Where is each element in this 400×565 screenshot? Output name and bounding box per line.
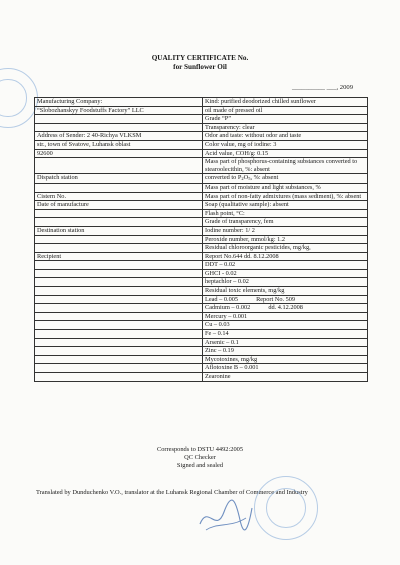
sender-info-cell	[35, 321, 203, 330]
sender-info-cell: Dispatch station	[35, 174, 203, 184]
table-row	[35, 278, 368, 287]
sender-info-cell	[35, 373, 203, 382]
table-row	[35, 261, 368, 270]
table-row	[35, 330, 368, 339]
table-row	[35, 244, 368, 253]
sender-info-cell	[35, 287, 203, 296]
table-row	[35, 373, 368, 382]
element-value: Cadmium – 0.002	[205, 304, 251, 312]
certificate-title: QUALITY CERTIFICATE No.	[151, 54, 249, 62]
sender-info-cell	[35, 295, 203, 304]
quality-parameter-cell: oil made of pressed oil	[203, 106, 368, 115]
table-row	[35, 106, 368, 115]
table-row	[35, 123, 368, 132]
sender-info-cell	[35, 347, 203, 356]
table-row	[35, 287, 368, 296]
qc-checker-label: QC Checker	[184, 454, 216, 461]
table-row	[35, 115, 368, 124]
quality-parameter-cell: Mycotoxines, mg/kg	[203, 355, 368, 364]
table-row	[35, 183, 368, 192]
quality-parameter-cell: Mass part of non-fatty admixtures (mass sediment), %: absent	[203, 192, 368, 201]
quality-parameter-cell: Grade of transparency, fem	[203, 218, 368, 227]
table-row	[35, 269, 368, 278]
sender-info-cell	[35, 218, 203, 227]
formula-part: 5	[248, 176, 251, 182]
sender-info-cell	[35, 330, 203, 339]
quality-parameter-cell	[203, 304, 368, 313]
sender-info-cell	[35, 183, 203, 192]
sender-info-cell	[35, 115, 203, 124]
quality-parameter-cell: Odor and taste: without odor and taste	[203, 132, 368, 141]
table-row	[35, 226, 368, 235]
table-row	[35, 364, 368, 373]
table-row	[35, 312, 368, 321]
left-seal-stamp	[0, 68, 38, 128]
quality-parameter-cell: Mass part of moisture and light substances, %	[203, 183, 368, 192]
sender-info-cell: Address of Sender: 2 40-Richya VLKSM	[35, 132, 203, 141]
quality-parameter-cell: heptachlor – 0.02	[203, 278, 368, 287]
sender-info-cell	[35, 338, 203, 347]
quality-parameter-cell: Flash point, °C:	[203, 209, 368, 218]
sender-info-cell	[35, 278, 203, 287]
table-row	[35, 321, 368, 330]
sender-info-cell	[35, 235, 203, 244]
report-reference: Report No. 509	[256, 295, 296, 303]
sender-info-cell: Cistern No.	[35, 192, 203, 201]
formula-part: 2	[241, 176, 244, 182]
quality-parameter-cell: Kind: purified deodorized chilled sunflower	[203, 98, 368, 107]
sender-info-cell: 92600	[35, 149, 203, 158]
table-row	[35, 140, 368, 149]
chamber-seal-stamp	[254, 476, 318, 540]
table-row	[35, 347, 368, 356]
sender-info-cell	[35, 304, 203, 313]
table-row	[35, 252, 368, 261]
sender-info-cell: Date of manufacture	[35, 201, 203, 210]
quality-parameter-cell: GHCI - 0.02	[203, 269, 368, 278]
table-row	[35, 192, 368, 201]
table-row	[35, 132, 368, 141]
table-row	[35, 209, 368, 218]
quality-parameter-cell	[203, 174, 368, 184]
table-row	[35, 149, 368, 158]
report-reference: dd. 4.12.2008	[268, 304, 303, 312]
sender-info-cell: “Slobozhanskyy Foodstuffs Factory” LLC	[35, 106, 203, 115]
quality-parameter-cell: Transparency: clear	[203, 123, 368, 132]
formula-part: , %: absent	[250, 174, 279, 182]
quality-parameter-cell: Fe – 0.14	[203, 330, 368, 339]
element-value: Lead – 0.005	[205, 295, 239, 303]
quality-parameter-cell: Iodine number: 1/ 2	[203, 226, 368, 235]
sender-info-cell: str., town of Svatove, Luhansk oblast	[35, 140, 203, 149]
sender-info-cell	[35, 364, 203, 373]
formula-part: O	[243, 174, 249, 182]
signature-mark	[196, 494, 256, 538]
table-row	[35, 158, 368, 174]
quality-parameter-cell: Mass part of phosphorus-containing substances converted to stearoolecithin, %: absent	[203, 158, 368, 174]
sender-info-cell	[35, 209, 203, 218]
table-row	[35, 201, 368, 210]
sender-info-cell	[35, 269, 203, 278]
quality-parameter-cell: Acid value, COH/g: 0.15	[203, 149, 368, 158]
sender-info-cell	[35, 123, 203, 132]
certificate-subtitle: for Sunflower Oil	[173, 63, 227, 71]
sender-info-cell	[35, 261, 203, 270]
sender-info-cell: Destination station	[35, 226, 203, 235]
quality-parameter-cell: Grade “P”	[203, 115, 368, 124]
quality-parameter-cell: Soap (qualitative sample): absent	[203, 201, 368, 210]
quality-parameter-cell: Arsenic – 0.1	[203, 338, 368, 347]
quality-parameter-cell: Cu – 0.03	[203, 321, 368, 330]
quality-parameter-cell: Residual chloroorganic pesticides, mg/kg,	[203, 244, 368, 253]
formula-part: converted to P	[205, 174, 242, 182]
certificate-table	[34, 97, 368, 382]
sender-info-cell	[35, 158, 203, 174]
table-row	[35, 295, 368, 304]
table-row	[35, 218, 368, 227]
table-row	[35, 235, 368, 244]
date-line: __________ ___, 2009	[292, 84, 353, 91]
quality-parameter-cell: Report No.644 dd. 8.12.2008	[203, 252, 368, 261]
sender-info-cell: Recipient	[35, 252, 203, 261]
quality-parameter-cell: Zinc – 0.19	[203, 347, 368, 356]
sender-info-cell	[35, 244, 203, 253]
sender-info-cell: Manufacturing Company:	[35, 98, 203, 107]
quality-parameter-cell: Peroxide number, mmol/kg: 1.2	[203, 235, 368, 244]
sender-info-cell	[35, 312, 203, 321]
table-row	[35, 174, 368, 184]
table-row	[35, 304, 368, 313]
table-row	[35, 98, 368, 107]
table-row	[35, 338, 368, 347]
standard-compliance: Corresponds to DSTU 4492:2005	[156, 446, 244, 453]
quality-parameter-cell: Residual toxic elements, mg/kg	[203, 287, 368, 296]
table-row	[35, 355, 368, 364]
quality-parameter-cell: DDT – 0.02	[203, 261, 368, 270]
signed-sealed-label: Signed and sealed	[176, 462, 224, 469]
translator-note: Translated by Dunduchenko V.O., translator at the Luhansk Regional Chamber of Commerce and Industry	[36, 489, 308, 496]
quality-parameter-cell: Color value, mg of iodine: 3	[203, 140, 368, 149]
quality-parameter-cell: Aflotoxine B – 0.001	[203, 364, 368, 373]
quality-parameter-cell: Mercury – 0.001	[203, 312, 368, 321]
sender-info-cell	[35, 355, 203, 364]
quality-parameter-cell: Zearonine	[203, 373, 368, 382]
quality-parameter-cell	[203, 295, 368, 304]
